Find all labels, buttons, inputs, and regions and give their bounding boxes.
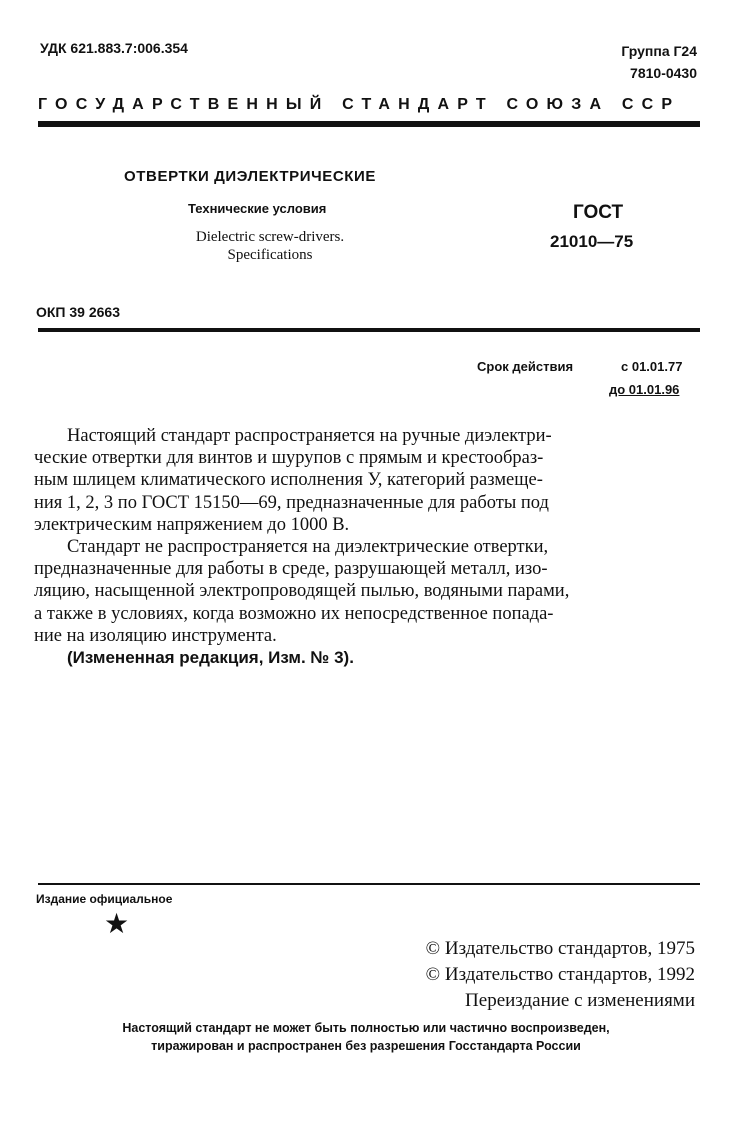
para1-line: ческие отвертки для винтов и шурупов с прямым и крестообраз- (34, 448, 544, 469)
validity-from: с 01.01.77 (621, 359, 683, 374)
copyright-1975: © Издательство стандартов, 1975 (425, 938, 695, 959)
notice-line-2: тиражирован и распространен без разрешения Госстандарта России (151, 1039, 581, 1053)
para1-line: ния 1, 2, 3 по ГОСТ 15150—69, предназначенные для работы под (34, 492, 549, 513)
copyright-1992: © Издательство стандартов, 1992 (425, 964, 695, 985)
gost-number: 21010—75 (550, 232, 634, 251)
validity-label: Срок действия (477, 359, 574, 374)
reproduction-notice (36, 1019, 696, 1055)
english-title-line-2: Specifications (227, 247, 313, 263)
udk-code: УДК 621.883.7:006.354 (40, 40, 188, 56)
star-icon: ★ (104, 909, 130, 940)
validity-to: до 01.01.96 (609, 382, 680, 397)
document-subtitle: Технические условия (188, 201, 327, 216)
para1-line: электрическим напряжением до 1000 В. (34, 514, 350, 535)
okp-code: ОКП 39 2663 (36, 304, 120, 320)
para1-line: Настоящий стандарт распространяется на ручные диэлектри- (67, 426, 552, 446)
english-title-line-1: Dielectric screw-drivers. (195, 229, 345, 245)
title-divider (38, 328, 700, 332)
para2-line: ние на изоляцию инструмента. (34, 625, 277, 646)
para2-line: а также в условиях, когда возможно их непосредственное попада- (34, 603, 554, 624)
para1-line: ным шлицем климатического исполнения У, категорий размеще- (34, 470, 543, 491)
notice-line-1: Настоящий стандарт не может быть полностью или частично воспроизведен, (122, 1021, 610, 1035)
para2-line: предназначенные для работы в среде, разрушающей металл, изо- (34, 559, 548, 580)
reprint-note: Переиздание с изменениями (465, 990, 695, 1011)
para2-line: ляцию, насыщенной электропроводящей пылью, водяными парами, (34, 581, 570, 602)
state-standard-banner: ГОСУДАРСТВЕННЫЙ СТАНДАРТ СОЮЗА ССР (38, 96, 681, 113)
body-text (34, 425, 698, 669)
copyright-block (426, 936, 695, 1014)
header-divider (38, 121, 700, 127)
para2-line: Стандарт не распространяется на диэлектрические отвертки, (67, 537, 549, 558)
gost-label: ГОСТ (573, 202, 624, 223)
edition-note: (Измененная редакция, Изм. № 3). (67, 648, 354, 668)
english-title (175, 228, 365, 264)
official-edition-label: Издание официальное (36, 892, 173, 906)
group-line-2: 7810-0430 (630, 65, 697, 81)
group-code (621, 40, 697, 84)
document-title: ОТВЕРТКИ ДИЭЛЕКТРИЧЕСКИЕ (124, 168, 377, 185)
group-line-1: Группа Г24 (621, 43, 697, 59)
footer-divider (38, 883, 700, 885)
